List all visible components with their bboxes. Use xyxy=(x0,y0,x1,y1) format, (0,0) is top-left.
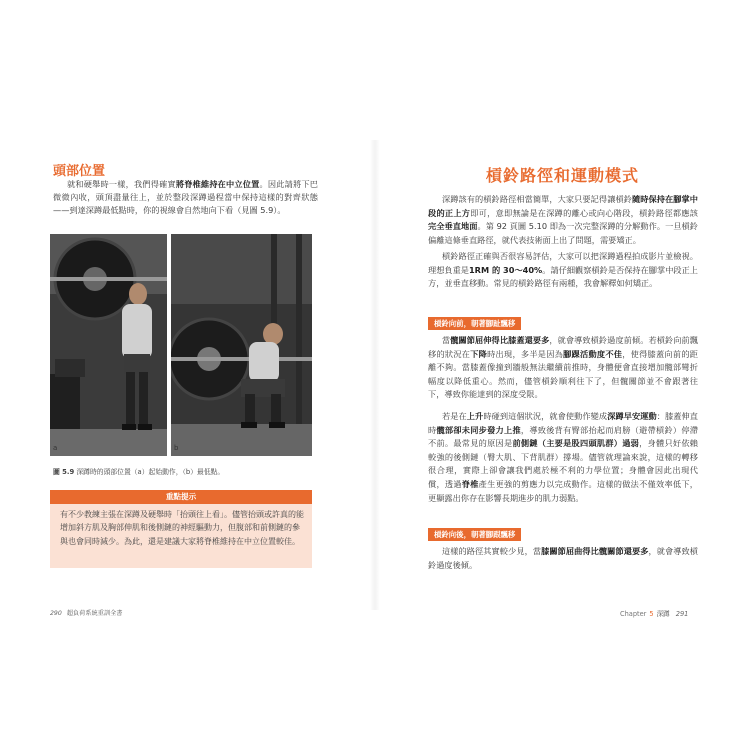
text-run: 槓鈴路徑正確與否很容易評估，大家可以把深蹲過程拍成影片並檢視。理想負重是 xyxy=(428,251,698,275)
emphasis-text: 脊椎 xyxy=(461,478,479,489)
book-title: 超負荷系統重訓全書 xyxy=(66,610,123,617)
key-tip-heading: 重點提示 xyxy=(50,490,312,504)
squat-photo-bottom xyxy=(171,234,312,456)
emphasis-text: 1RM 的 30～40% xyxy=(468,264,543,275)
photo-a-label: a xyxy=(53,444,58,452)
emphasis-text: 將脊椎維持在中立位置 xyxy=(175,179,260,189)
chapter-title: 深蹲 xyxy=(656,610,670,618)
left-section-heading: 頭部位置 xyxy=(53,164,106,179)
right-paragraph-2 xyxy=(428,250,698,291)
text-run: 。因此請將下巴微微內收，頭頂盡量往上，並於整段深蹲過程當中保持這樣的對齊狀態——到達深蹲最低點時，你的視線會自然地向下看（見圖 5.9）。 xyxy=(53,179,318,216)
text-run: 時碰到這個狀況，就會使動作變成 xyxy=(483,411,608,421)
emphasis-text: 前側鏈（主要是股四頭肌群）過弱 xyxy=(512,438,640,449)
emphasis-text: 膝關節屈曲得比髖關節還要多 xyxy=(541,546,649,556)
right-footer xyxy=(620,608,688,618)
text-run: ，就會導致槓鈴過度後傾。 xyxy=(428,546,698,570)
emphasis-text: 髖關節屈伸得比膝蓋還要多 xyxy=(450,335,550,345)
right-paragraph-4 xyxy=(428,410,698,505)
text-run: 時出現，多半是因為 xyxy=(487,348,564,359)
text-run: 。請仔細觀察槓鈴是否保持在腳掌中段正上方，並垂直移動。常見的槓鈴路徑有兩種，我會解釋如何矯正。 xyxy=(428,264,698,289)
text-run: ，身體只好依賴較強的後側鏈（臀大肌、下背肌群）撐場。儘管就理論來說，這樣的轉移很合理，實際上卻會讓我們處於極不利的力學位置；身體會因此出現代償，透過 xyxy=(428,438,698,489)
emphasis-text: 深蹲早安運動 xyxy=(607,411,657,421)
text-run: ：膝蓋伸直時 xyxy=(428,411,698,435)
left-page-number: 290 xyxy=(50,610,62,617)
right-paragraph-5 xyxy=(428,545,698,572)
text-run: 。第 92 頁圖 5.10 即為一次完整深蹲的分解動作。一旦槓鈴偏離這條垂直路徑，就代表技術面上出了問題，需要矯正。 xyxy=(428,221,698,245)
squat-photo-start xyxy=(50,234,167,456)
text-run: 若是在 xyxy=(442,411,467,421)
key-tip-text: 有不少教練主張在深蹲及硬舉時「抬頭往上看」。儘管抬頭或許真的能增加斜方肌及胸部伸肌和後側鏈的神經驅動力，但腹部和前側鏈的參與也會同時減少。為此，還是建議大家將脊椎維持在中立位置較佳。 xyxy=(60,510,304,546)
text-run: ，就會導致槓鈴過度前傾。若槓鈴向前飄移的狀況在 xyxy=(428,335,698,359)
chapter-number: 5 xyxy=(649,610,654,618)
right-paragraph-1 xyxy=(428,193,698,247)
emphasis-text: 腳踝活動度不佳 xyxy=(563,348,623,359)
text-run: ，使得膝蓋向前的距離不夠。當膝蓋像撞到牆般無法繼續前推時，身體便會直接增加髖部彎折幅度以降低重心。然而，儘管槓鈴順利往下了，但髖關節並不會跟著往下，導致你能達到的深度受限。 xyxy=(428,348,698,400)
emphasis-text: 下降 xyxy=(470,348,488,359)
text-run: 產生更強的剪應力以完成動作。這樣的做法不僅效率低下，更顯露出你存在影響長期進步的肌力弱點。 xyxy=(428,478,698,503)
emphasis-text: 完全垂直地面 xyxy=(428,221,478,232)
chapter-label: Chapter xyxy=(620,610,647,618)
left-paragraph-1 xyxy=(53,178,318,218)
squat-start-image xyxy=(50,234,167,456)
subheading-tag-backward: 槓鈴向後，朝著腳跟飄移 xyxy=(428,528,521,541)
emphasis-text: 隨時保持在腳掌中段的正上方 xyxy=(428,194,698,218)
text-run: ，導致後背有臀部抬起而肩膀（避帶槓鈴）停滯不前。最常見的原因是 xyxy=(428,424,698,449)
emphasis-text: 上升 xyxy=(466,411,484,421)
text-run: 即可，意即無論是在深蹲的離心或向心階段，槓鈴路徑都應該 xyxy=(470,207,698,218)
key-tip-box xyxy=(50,490,312,568)
photo-b-label: b xyxy=(174,444,179,452)
left-footer xyxy=(50,608,123,617)
emphasis-text: 髖部卻未同步發力上推 xyxy=(436,424,521,435)
text-run: 這樣的路徑其實較少見，當 xyxy=(442,546,542,556)
figure-caption-text: 深蹲時的頭部位置（a）起始動作，（b）最低點。 xyxy=(76,468,225,476)
right-paragraph-3 xyxy=(428,334,698,402)
text-run: 深蹲該有的槓鈴路徑相當簡單，大家只要記得讓槓鈴 xyxy=(442,194,632,204)
right-section-heading: 槓鈴路徑和運動模式 xyxy=(485,166,639,185)
squat-bottom-image xyxy=(171,234,312,456)
text-run: 當 xyxy=(442,335,451,345)
right-page-number: 291 xyxy=(675,610,689,618)
figure-caption xyxy=(53,466,224,476)
subheading-tag-forward: 槓鈴向前，朝著腳趾飄移 xyxy=(428,317,521,330)
figure-number: 圖 5.9 xyxy=(53,468,75,476)
text-run: 就和硬舉時一樣，我們得確實 xyxy=(67,179,176,189)
